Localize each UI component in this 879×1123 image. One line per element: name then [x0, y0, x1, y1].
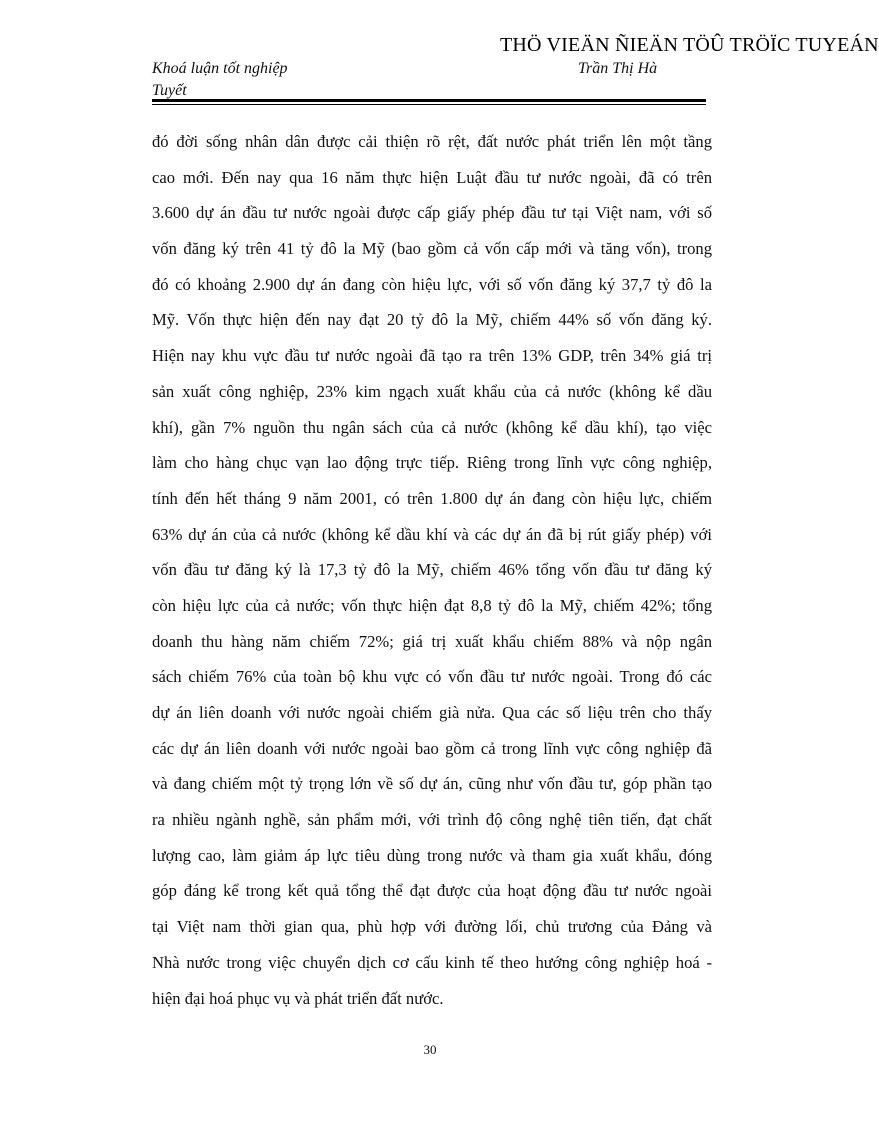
text-line: sách chiếm 76% của toàn bộ khu vực có vốn đầu tư nước ngoài. Trong đó các [152, 667, 712, 687]
text-line: đó có khoảng 2.900 dự án đang còn hiệu lực, với số vốn đăng ký 37,7 tỷ đô la [152, 274, 712, 294]
text-line: làm cho hàng chục vạn lao động trực tiếp. Riêng trong lĩnh vực công nghiệp, [152, 453, 712, 473]
text-line: dự án liên doanh với nước ngoài chiếm già nửa. Qua các số liệu trên cho thấy [152, 703, 712, 722]
library-watermark: THÖ VIEÄN ÑIEÄN TÖÛ TRÖÏC TUYEÁN [500, 34, 879, 56]
text-line: hiện đại hoá phục vụ và phát triển đất nước. [152, 988, 444, 1008]
author-name-continued: Tuyết [152, 82, 187, 99]
text-line: vốn đăng ký trên 41 tỷ đô la Mỹ (bao gồm cả vốn cấp mới và tăng vốn), trong [152, 239, 712, 259]
text-line: còn hiệu lực của cả nước; vốn thực hiện đạt 8,8 tỷ đô la Mỹ, chiếm 42%; tổng [152, 595, 712, 615]
text-line: tính đến hết tháng 9 năm 2001, có trên 1.800 dự án đang còn hiệu lực, chiếm [152, 488, 712, 508]
text-line: góp đáng kể trong kết quả tổng thể đạt được của hoạt động đầu tư nước ngoài [152, 881, 712, 901]
text-line: vốn đầu tư đăng ký là 17,3 tỷ đô la Mỹ, chiếm 46% tổng vốn đầu tư đăng ký [152, 560, 712, 580]
text-line: Nhà nước trong việc chuyển dịch cơ cấu kinh tế theo hướng công nghiệp hoá - [152, 952, 712, 972]
text-line: sản xuất công nghiệp, 23% kim ngạch xuất khẩu của cả nước (không kể dầu [152, 381, 712, 401]
text-line: khí), gần 7% nguồn thu ngân sách của cả nước (không kể dầu khí), tạo việc [152, 417, 712, 437]
page-number: 30 [423, 1042, 437, 1057]
author-name: Trần Thị Hà [578, 60, 658, 77]
text-line: ra nhiều ngành nghề, sản phẩm mới, với trình độ công nghệ tiên tiến, đạt chất [152, 810, 712, 830]
text-line: 3.600 dự án đầu tư nước ngoài được cấp giấy phép đầu tư tại Việt nam, với số [152, 203, 712, 223]
header-left [152, 58, 288, 102]
text-line: doanh thu hàng năm chiếm 72%; giá trị xuất khẩu chiếm 88% và nộp ngân [152, 631, 712, 651]
text-line: 63% dự án của cả nước (không kể dầu khí và các dự án đã bị rút giấy phép) với [152, 524, 712, 544]
text-line: cao mới. Đến nay qua 16 năm thực hiện Luật đầu tư nước ngoài, đã có trên [152, 167, 712, 187]
text-line: đó đời sống nhân dân được cải thiện rõ rệt, đất nước phát triển lên một tầng [152, 132, 712, 151]
text-line: các dự án liên doanh với nước ngoài bao gồm cả trong lĩnh vực công nghiệp đã [152, 738, 712, 758]
text-line: tại Việt nam thời gian qua, phù hợp với đường lối, chủ trương của Đảng và [152, 917, 712, 937]
text-line: lượng cao, làm giảm áp lực tiêu dùng trong nước và tham gia xuất khẩu, đóng [152, 845, 712, 865]
text-line: và đang chiếm một tỷ trọng lớn về số dự án, cũng như vốn đầu tư, góp phần tạo [152, 774, 712, 794]
body-paragraph [152, 124, 712, 1016]
header-rule-thin [152, 104, 706, 105]
header-rule-thick [152, 99, 706, 102]
thesis-label: Khoá luận tốt nghiệp [152, 60, 288, 77]
text-line: Hiện nay khu vực đầu tư nước ngoài đã tạo ra trên 13% GDP, trên 34% giá trị [152, 346, 712, 366]
text-line: Mỹ. Vốn thực hiện đến nay đạt 20 tỷ đô la Mỹ, chiếm 44% số vốn đăng ký. [152, 310, 712, 330]
